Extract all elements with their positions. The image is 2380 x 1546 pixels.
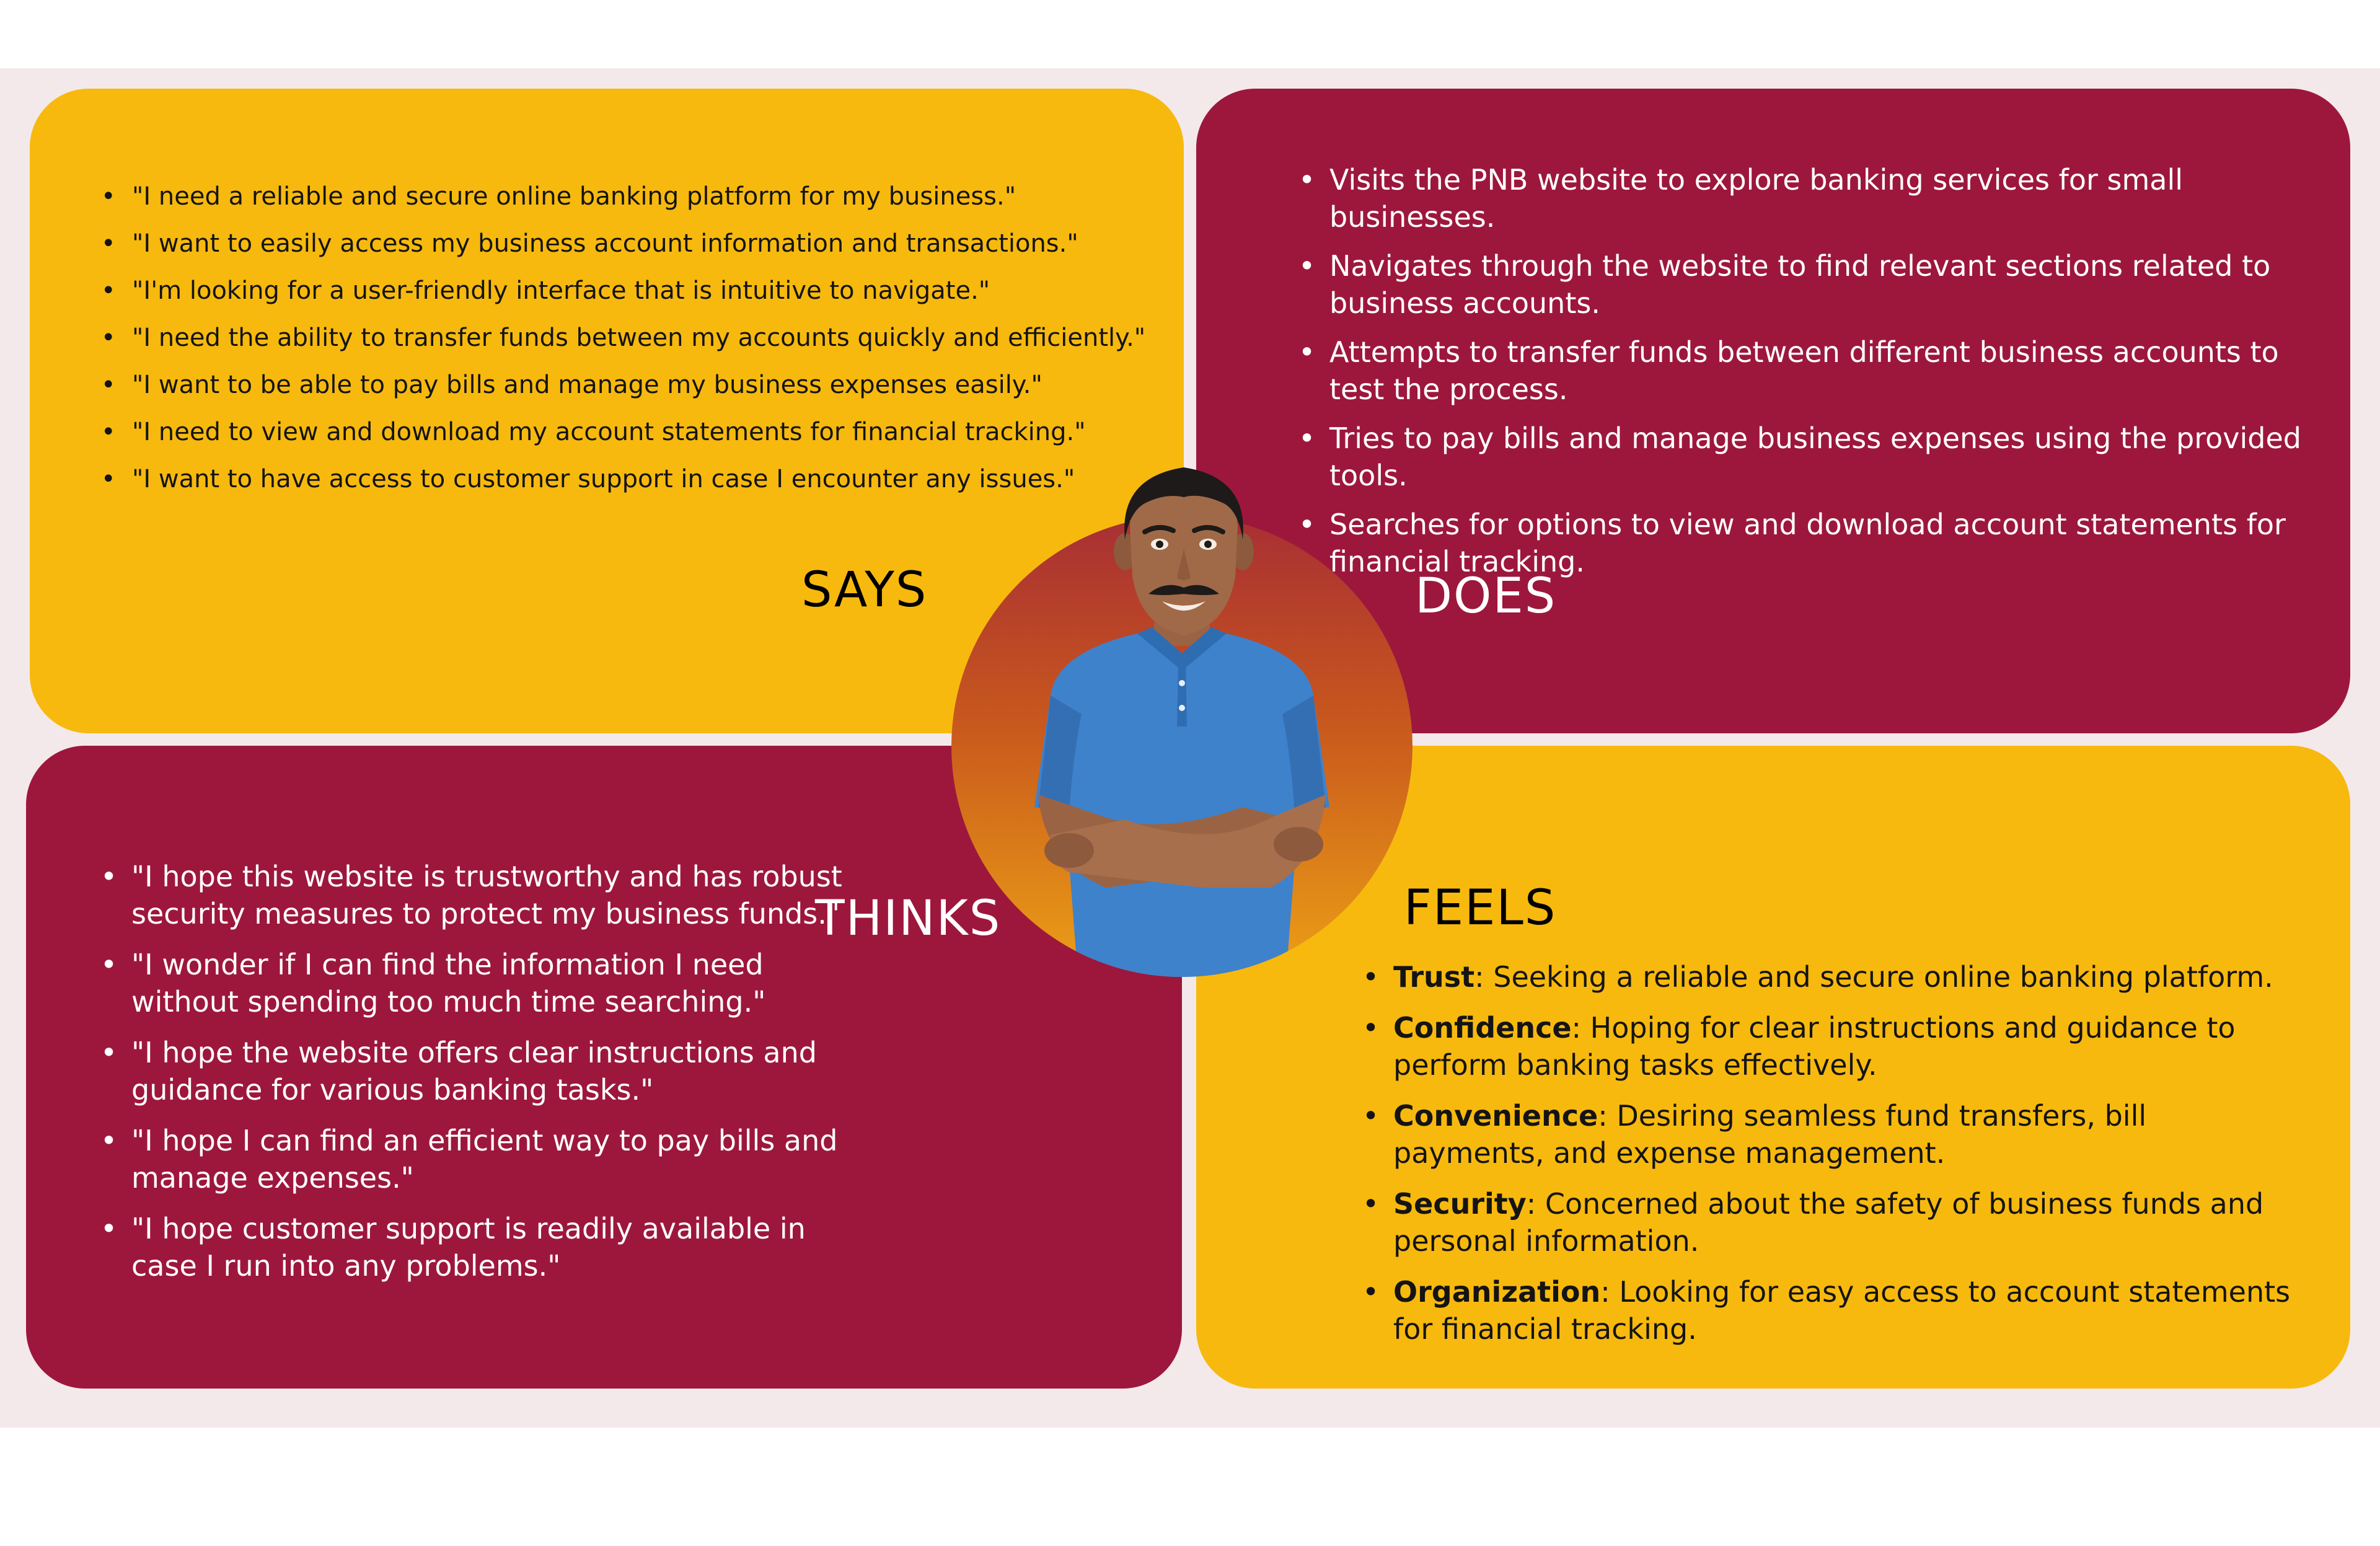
feels-term: Convenience <box>1393 1099 1598 1133</box>
feels-term: Trust <box>1393 960 1475 994</box>
feels-term: Organization <box>1393 1275 1601 1309</box>
says-item: • "I want to be able to pay bills and manage my business expenses easily." <box>95 369 1161 401</box>
says-item: • "I need the ability to transfer funds between my accounts quickly and efficiently." <box>95 322 1161 354</box>
persona-head-illustration <box>1106 459 1261 645</box>
says-item: • "I want to easily access my business account information and transactions." <box>95 227 1161 260</box>
does-item: • Visits the PNB website to explore banking services for small businesses. <box>1292 161 2309 236</box>
says-item: • "I'm looking for a user-friendly interface that is intuitive to navigate." <box>95 275 1161 307</box>
feels-item <box>1356 1273 2304 1348</box>
feels-text: : Concerned about the safety of business funds and personal information. <box>1393 1187 2264 1258</box>
feels-item <box>1356 958 2304 996</box>
says-item: • "I need a reliable and secure online banking platform for my business." <box>95 180 1161 213</box>
thinks-item: • "I hope this website is trustworthy and has robust security measures to protect my business funds." <box>94 858 857 932</box>
says-item: • "I want to have access to customer support in case I encounter any issues." <box>95 463 1161 495</box>
does-item: • Attempts to transfer funds between different business accounts to test the process. <box>1292 333 2309 408</box>
feels-text: : Desiring seamless fund transfers, bill payments, and expense management. <box>1393 1099 2147 1170</box>
feels-term: Confidence <box>1393 1011 1572 1045</box>
thinks-item: • "I hope customer support is readily available in case I run into any problems." <box>94 1210 857 1284</box>
says-list <box>95 180 1161 510</box>
does-list <box>1292 161 2309 592</box>
thinks-item: • "I hope the website offers clear instructions and guidance for various banking tasks." <box>94 1034 857 1108</box>
feels-term: Security <box>1393 1187 1527 1221</box>
feels-text: : Looking for easy access to account statements for financial tracking. <box>1393 1275 2291 1346</box>
thinks-list <box>94 858 857 1298</box>
does-item: • Navigates through the website to find relevant sections related to business accounts. <box>1292 247 2309 322</box>
thinks-item: • "I hope I can find an efficient way to pay bills and manage expenses." <box>94 1122 857 1196</box>
thinks-label: THINKS <box>815 891 1002 947</box>
feels-item <box>1356 1185 2304 1260</box>
does-item: • Searches for options to view and download account statements for financial tracking. <box>1292 506 2309 580</box>
says-label: SAYS <box>801 562 928 618</box>
feels-label: FEELS <box>1404 880 1557 936</box>
thinks-item: • "I wonder if I can find the information I need without spending too much time searching." <box>94 946 857 1020</box>
says-item: • "I need to view and download my account statements for financial tracking." <box>95 416 1161 448</box>
feels-text: : Seeking a reliable and secure online banking platform. <box>1474 960 2273 994</box>
feels-item <box>1356 1097 2304 1172</box>
feels-item <box>1356 1009 2304 1084</box>
does-label: DOES <box>1415 568 1557 624</box>
does-item: • Tries to pay bills and manage business expenses using the provided tools. <box>1292 420 2309 494</box>
feels-text: : Hoping for clear instructions and guidance to perform banking tasks effectively. <box>1393 1011 2236 1082</box>
feels-list <box>1356 958 2304 1361</box>
